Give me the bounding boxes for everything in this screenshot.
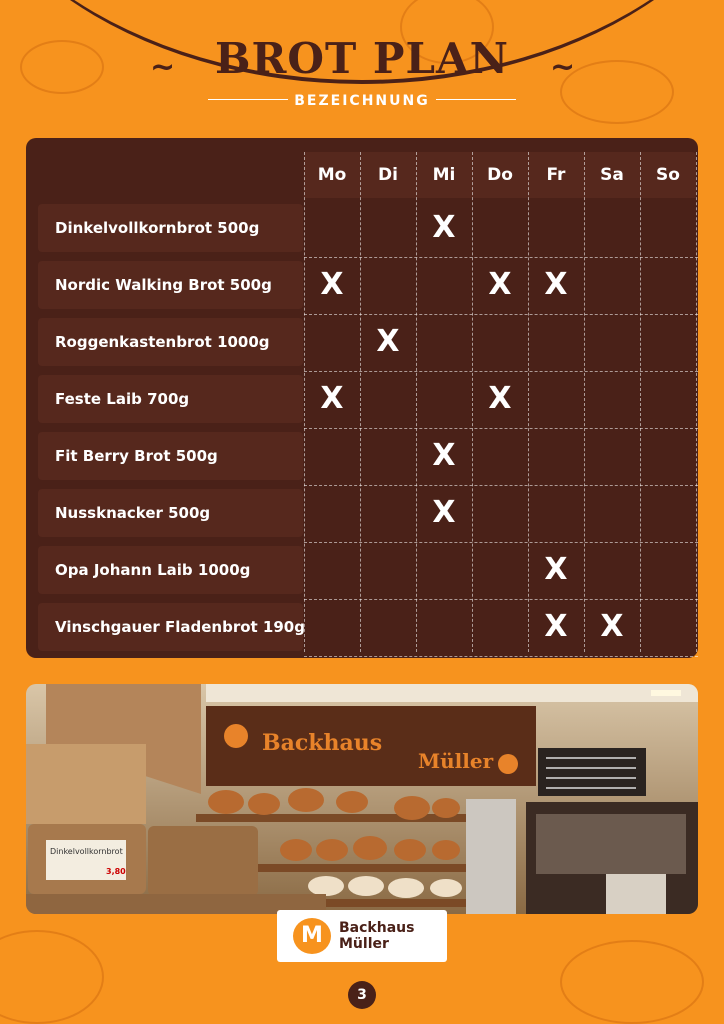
grid-hline <box>304 314 698 315</box>
bread-name: Nordic Walking Brot 500g <box>38 261 303 309</box>
grid-hline <box>304 542 698 543</box>
bread-label-product: Dinkelvollkornbrot <box>50 847 123 856</box>
bread-name: Fit Berry Brot 500g <box>38 432 303 480</box>
schedule-mark-sa: X <box>600 609 624 644</box>
schedule-mark-do: X <box>488 267 512 302</box>
bread-label-price: 3,80 <box>106 867 126 876</box>
grid-hline <box>304 428 698 429</box>
pretzel-logo-icon: M <box>293 918 331 954</box>
bakery-photo-illustration <box>26 684 698 914</box>
grid-hline <box>304 656 698 657</box>
schedule-mark-mo: X <box>320 381 344 416</box>
logo-line1: Backhaus <box>339 920 415 936</box>
wave-right-icon: ~ <box>550 50 576 85</box>
wave-left-icon: ~ <box>150 50 176 85</box>
bread-doodle-icon <box>560 940 704 1024</box>
bread-name: Feste Laib 700g <box>38 375 303 423</box>
sign-backhaus: Backhaus <box>262 730 383 756</box>
schedule-mark-mi: X <box>432 210 456 245</box>
grid-hline <box>304 371 698 372</box>
bread-name: Opa Johann Laib 1000g <box>38 546 303 594</box>
bread-name: Dinkelvollkornbrot 500g <box>38 204 303 252</box>
bread-name: Roggenkastenbrot 1000g <box>38 318 303 366</box>
page-number: 3 <box>348 981 376 1009</box>
subtitle-divider-right <box>436 99 516 100</box>
schedule-mark-mo: X <box>320 267 344 302</box>
day-header-sa: Sa <box>584 152 640 198</box>
grid-vline <box>640 152 641 652</box>
schedule-mark-fr: X <box>544 609 568 644</box>
schedule-mark-do: X <box>488 381 512 416</box>
bread-plan-table <box>26 138 698 658</box>
bakery-photo <box>26 684 698 914</box>
logo-line2: Müller <box>339 936 389 952</box>
page-subtitle: BEZEICHNUNG <box>294 93 430 109</box>
grid-hline <box>304 257 698 258</box>
sign-mueller: Müller <box>418 749 494 773</box>
bread-doodle-icon <box>0 930 104 1024</box>
grid-hline <box>304 599 698 600</box>
grid-vline <box>696 152 697 652</box>
day-header-di: Di <box>360 152 416 198</box>
day-header-so: So <box>640 152 696 198</box>
day-header-mi: Mi <box>416 152 472 198</box>
day-header-mo: Mo <box>304 152 360 198</box>
schedule-mark-mi: X <box>432 438 456 473</box>
brand-logo <box>277 910 447 962</box>
schedule-mark-di: X <box>376 324 400 359</box>
schedule-mark-fr: X <box>544 267 568 302</box>
day-header-do: Do <box>472 152 528 198</box>
grid-vline <box>360 152 361 652</box>
grid-vline <box>584 152 585 652</box>
grid-hline <box>304 485 698 486</box>
bread-name: Nussknacker 500g <box>38 489 303 537</box>
schedule-mark-fr: X <box>544 552 568 587</box>
schedule-mark-mi: X <box>432 495 456 530</box>
day-header-fr: Fr <box>528 152 584 198</box>
bread-name: Vinschgauer Fladenbrot 190g <box>38 603 303 651</box>
page-title: BROT PLAN <box>215 34 509 83</box>
